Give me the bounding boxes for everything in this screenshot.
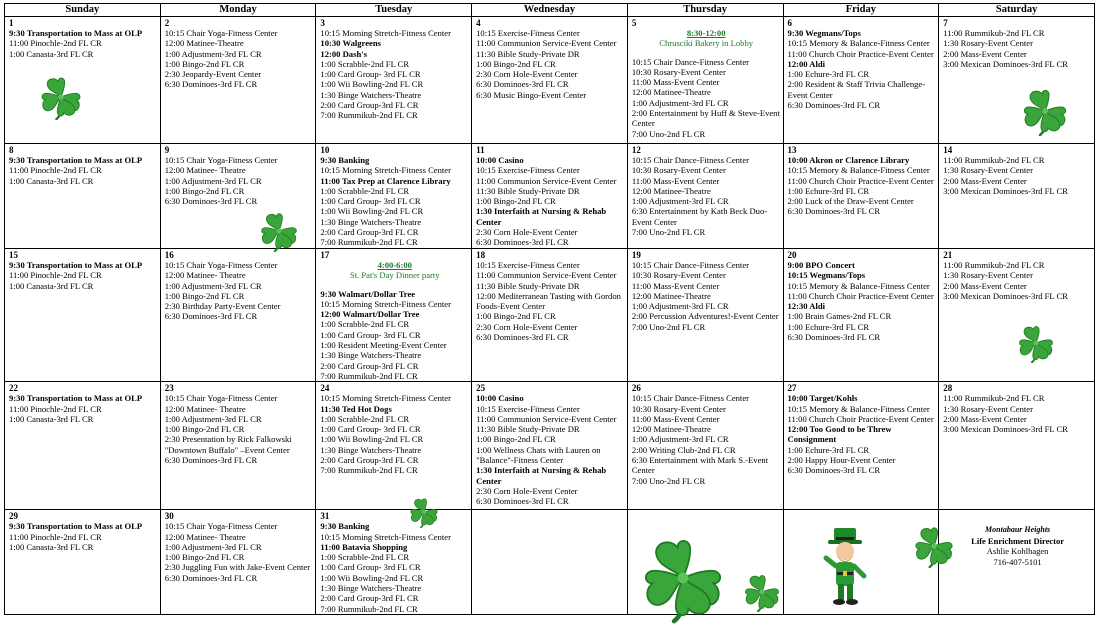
event-item: 1:00 Resident Meeting-Event Center	[320, 340, 447, 351]
event-item: 11:00 Pinochle-2nd FL CR	[9, 270, 102, 281]
event-item: 11:30 Bible Study-Private DR	[476, 424, 580, 435]
day-cell-sunday	[5, 510, 161, 615]
day-cell-tuesday	[316, 17, 472, 144]
event-item: 1:00 Echure-3rd FL CR	[787, 185, 870, 196]
event-item: 11:00 Pinochle-2nd FL CR	[9, 165, 102, 176]
event-item: 1:00 Canasta-3rd FL CR	[9, 175, 94, 186]
day-cell-thursday	[627, 17, 783, 144]
event-item: 11:00 Communion Service-Event Center	[476, 413, 617, 424]
event-item: 1:00 Card Group- 3rd FL CR	[320, 424, 421, 435]
day-number: 20	[787, 250, 797, 260]
event-item: 1:00 Adjustment-3rd FL CR	[164, 413, 262, 424]
event-item: 1:00 Scrabble-2nd FL CR	[320, 319, 410, 330]
day-number: 4	[476, 18, 481, 28]
event-item: 6:30 Dominoes-3rd FL CR	[476, 332, 569, 343]
day-cell-thursday	[627, 382, 783, 510]
day-number: 9	[164, 145, 170, 155]
event-item: 10:30 Rosary-Event Center	[631, 165, 726, 176]
header-friday: Friday	[783, 4, 939, 17]
event-item: 1:00 Adjustment-3rd FL CR	[631, 97, 729, 108]
event-item: 12:00 Matinee- Theatre	[164, 403, 246, 414]
week-row	[5, 17, 1095, 144]
day-number: 1	[9, 18, 14, 28]
event-item: 9:30 Wegmans/Tops	[787, 28, 861, 38]
event-item: 2:30 Corn Hole-Event Center	[476, 321, 578, 332]
event-item: 11:00 Rummikub-2nd FL CR	[943, 260, 1045, 270]
event-item: 1:00 Bingo-2nd FL CR	[164, 58, 245, 69]
day-number: 28	[943, 383, 953, 394]
event-item: 1:30 Rosary-Event Center	[943, 270, 1033, 281]
day-number: 30	[164, 511, 174, 522]
event-item: Chrusciki Bakery in Lobby	[659, 38, 754, 49]
event-item: 10:15 Chair Dance-Fitness Center	[631, 155, 749, 165]
day-cell-saturday	[939, 144, 1095, 249]
event-item: 2:00 Percussion Adventures!-Event Center	[631, 311, 779, 322]
day-cell-monday	[160, 382, 316, 510]
event-item: 1:00 Adjustment-3rd FL CR	[631, 434, 729, 445]
event-item: 6:30 Dominoes-3rd FL CR	[787, 332, 881, 343]
event-item: 1:30 Interfaith at Nursing & Rehab Center	[476, 465, 607, 486]
day-cell-wednesday	[472, 144, 628, 249]
event-item: 9:30 Banking	[320, 155, 370, 165]
event-item: 7:00 Rummikub-2nd FL CR	[320, 370, 418, 381]
event-item: 9:30 Transportation to Mass at OLP	[9, 28, 143, 38]
event-item: 1:00 Canasta-3rd FL CR	[9, 413, 94, 424]
day-cell-monday	[160, 249, 316, 382]
event-item: 1:00 Echure-3rd FL CR	[787, 321, 870, 332]
director-phone: 716-407-5101	[993, 556, 1042, 567]
event-item: 10:00 Casino	[476, 393, 524, 404]
event-item: 10:15 Chair Dance-Fitness Center	[631, 260, 749, 270]
event-item: 2:30 Presentation by Rick Falkowski "Downtown Buffalo" –Event Center	[164, 434, 292, 455]
event-item: 2:00 Mass-Event Center	[943, 48, 1027, 59]
event-item: 10:00 Target/Kohls	[787, 393, 858, 404]
event-item: 12:00 Mediterranean Tasting with Gordon Foods-Event Center	[476, 290, 621, 312]
event-item: 3:00 Mexican Dominoes-3rd FL CR	[943, 185, 1068, 196]
day-number: 17	[320, 250, 330, 260]
header-wednesday: Wednesday	[472, 4, 628, 17]
day-cell-saturday	[939, 510, 1095, 615]
header-saturday: Saturday	[939, 4, 1095, 17]
event-item: St. Pat's Day Dinner party	[349, 270, 440, 281]
header-thursday: Thursday	[627, 4, 783, 17]
leprechaun-icon	[822, 524, 872, 608]
day-number: 14	[943, 145, 953, 155]
event-item: 1:00 Card Group- 3rd FL CR	[320, 69, 421, 80]
day-number: 12	[631, 145, 641, 155]
event-item: 2:30 Juggling Fun with Jake-Event Center	[164, 562, 311, 573]
event-item: 12:00 Matinee-Theatre	[631, 185, 711, 196]
event-item: 1:30 Binge Watchers-Theatre	[320, 583, 422, 594]
event-item: 10:15 Morning Stretch-Fitness Center	[320, 165, 451, 176]
event-item: 10:15 Exercise-Fitness Center	[476, 28, 580, 38]
event-item: 11:00 Batavia Shopping	[320, 541, 408, 552]
event-item: 9:30 Transportation to Mass at OLP	[9, 155, 143, 165]
event-item: 6:30 Dominoes-3rd FL CR	[164, 311, 258, 322]
event-item: 2:00 Card Group-3rd FL CR	[320, 360, 419, 371]
week-row	[5, 144, 1095, 249]
shamrock-icon	[742, 572, 782, 612]
day-cell-sunday	[5, 144, 161, 249]
event-item: 1:00 Scrabble-2nd FL CR	[320, 58, 410, 69]
header-tuesday: Tuesday	[316, 4, 472, 17]
day-number: 2	[164, 18, 170, 28]
day-number: 6	[787, 18, 793, 28]
event-item: 1:00 Bingo-2nd FL CR	[476, 311, 556, 322]
event-item: 12:00 Aldi	[787, 58, 825, 69]
event-item: 6:30 Entertainment by Kath Beck Duo-Event Center	[631, 206, 768, 227]
day-number: 23	[164, 383, 174, 394]
event-item: 1:00 Bingo-2nd FL CR	[164, 290, 245, 301]
event-item: 2:00 Card Group-3rd FL CR	[320, 593, 419, 604]
event-item: 1:00 Canasta-3rd FL CR	[9, 541, 94, 552]
event-item: 12:00 Too Good to be Threw Consignment	[787, 424, 892, 445]
day-cell-friday	[783, 144, 939, 249]
event-item: 11:30 Ted Hot Dogs	[320, 403, 392, 414]
event-item: 1:00 Bingo-2nd FL CR	[164, 185, 245, 196]
shamrock-icon	[258, 210, 300, 252]
event-item: 1:00 Wii Bowling-2nd FL CR	[320, 572, 424, 583]
event-item: 2:00 Entertainment by Huff & Steve-Event Center	[631, 108, 780, 129]
event-item: 9:00 BPO Concert	[787, 260, 855, 270]
event-item: 11:00 Tax Prep at Clarence Library	[320, 175, 451, 186]
event-item: 6:30 Dominoes-3rd FL CR	[476, 79, 569, 90]
spacer	[632, 49, 781, 57]
day-number: 31	[320, 511, 330, 522]
day-number: 3	[320, 18, 325, 28]
event-item: 3:00 Mexican Dominoes-3rd FL CR	[943, 424, 1068, 435]
event-item: 1:00 Canasta-3rd FL CR	[9, 48, 94, 59]
event-item: 11:30 Bible Study-Private DR	[476, 280, 580, 291]
event-item: 9:30 Transportation to Mass at OLP	[9, 260, 143, 270]
event-item: 11:00 Mass-Event Center	[631, 175, 720, 186]
event-item: 11:00 Mass-Event Center	[631, 413, 720, 424]
day-cell-wednesday	[472, 382, 628, 510]
shamrock-icon	[408, 496, 440, 528]
event-item: 10:15 Exercise-Fitness Center	[476, 260, 580, 270]
day-number: 19	[631, 250, 641, 260]
day-number: 13	[787, 145, 797, 155]
day-number: 5	[631, 18, 637, 28]
event-item: 11:00 Rummikub-2nd FL CR	[943, 155, 1045, 165]
event-item: 11:00 Communion Service-Event Center	[476, 38, 617, 49]
event-item: 1:00 Echure-3rd FL CR	[787, 69, 870, 80]
event-item: 7:00 Rummikub-2nd FL CR	[320, 110, 418, 121]
event-item: 1:00 Card Group- 3rd FL CR	[320, 329, 421, 340]
day-number: 7	[943, 18, 948, 28]
event-item: 1:30 Interfaith at Nursing & Rehab Center	[476, 206, 607, 227]
event-item: 6:30 Dominoes-3rd FL CR	[787, 100, 881, 111]
event-item: 11:00 Pinochle-2nd FL CR	[9, 531, 102, 542]
event-item: 9:30 Walmart/Dollar Tree	[320, 288, 416, 299]
event-item: 1:00 Bingo-2nd FL CR	[476, 58, 556, 69]
day-cell-saturday	[939, 17, 1095, 144]
day-number: 15	[9, 250, 18, 260]
event-item: 2:00 Mass-Event Center	[943, 280, 1027, 291]
event-item: 11:00 Mass-Event Center	[631, 280, 720, 291]
event-item: 2:00 Resident & Staff Trivia Challenge-Event Center	[787, 79, 926, 100]
event-item: 11:30 Bible Study-Private DR	[476, 48, 580, 59]
event-item: 10:15 Memory & Balance-Fitness Center	[787, 403, 930, 414]
event-item: 1:00 Wii Bowling-2nd FL CR	[320, 434, 424, 445]
day-cell-thursday	[627, 144, 783, 249]
day-cell-wednesday	[472, 17, 628, 144]
day-number: 29	[9, 511, 18, 522]
event-item: 10:30 Rosary-Event Center	[631, 270, 726, 281]
event-item: 12:00 Dash's	[320, 48, 367, 59]
event-item: 11:00 Church Choir Practice-Event Center	[787, 290, 934, 301]
shamrock-icon	[1020, 86, 1070, 136]
event-item: 1:30 Rosary-Event Center	[943, 403, 1033, 414]
facility-name: Montabaur Heights	[985, 525, 1051, 535]
event-item: 1:30 Rosary-Event Center	[943, 38, 1033, 49]
event-item: 11:00 Church Choir Practice-Event Center	[787, 48, 934, 59]
day-cell-tuesday	[316, 144, 472, 249]
event-item: 10:15 Chair Yoga-Fitness Center	[164, 393, 278, 404]
event-item: 1:00 Adjustment-3rd FL CR	[164, 175, 262, 186]
day-number: 16	[164, 250, 174, 260]
event-item: 6:30 Dominoes-3rd FL CR	[164, 79, 258, 90]
day-cell-tuesday	[316, 510, 472, 615]
event-item: 12:30 Aldi	[787, 301, 825, 312]
event-item: 10:15 Exercise-Fitness Center	[476, 165, 580, 176]
event-item: 1:00 Bingo-2nd FL CR	[164, 424, 245, 435]
event-item: 10:00 Akron or Clarence Library	[787, 155, 910, 165]
event-item: 6:30 Entertainment with Mark S.-Event Center	[631, 455, 769, 476]
event-item: 12:00 Matinee- Theatre	[164, 165, 246, 176]
event-item: 1:00 Canasta-3rd FL CR	[9, 280, 94, 291]
event-item: 12:00 Matinee-Theatre	[164, 38, 244, 49]
event-item: 1:30 Rosary-Event Center	[943, 165, 1033, 176]
event-item: 7:00 Rummikub-2nd FL CR	[320, 603, 418, 614]
event-item: 4:00-6:00	[377, 260, 412, 270]
event-item: 2:00 Card Group-3rd FL CR	[320, 455, 419, 466]
day-cell-wednesday	[472, 510, 628, 615]
event-item: 1:00 Scrabble-2nd FL CR	[320, 552, 410, 563]
event-item: 9:30 Transportation to Mass at OLP	[9, 393, 143, 404]
event-item: 11:00 Pinochle-2nd FL CR	[9, 38, 102, 49]
event-item: 1:00 Adjustment-3rd FL CR	[631, 301, 729, 312]
event-item: 6:30 Dominoes-3rd FL CR	[476, 237, 569, 248]
spacer	[320, 281, 469, 289]
day-cell-saturday	[939, 382, 1095, 510]
shamrock-icon	[912, 524, 956, 568]
event-item: 12:00 Matinee- Theatre	[164, 531, 246, 542]
event-item: 6:30 Dominoes-3rd FL CR	[787, 206, 881, 217]
event-item: 1:00 Scrabble-2nd FL CR	[320, 413, 410, 424]
day-cell-friday	[783, 382, 939, 510]
event-item: 10:15 Morning Stretch-Fitness Center	[320, 28, 451, 38]
day-number: 26	[631, 383, 641, 394]
event-item: 10:15 Chair Yoga-Fitness Center	[164, 260, 278, 270]
event-item: 9:30 Transportation to Mass at OLP	[9, 521, 143, 532]
event-item: 10:15 Morning Stretch-Fitness Center	[320, 298, 451, 309]
event-item: 11:00 Communion Service-Event Center	[476, 175, 617, 186]
event-item: 10:15 Morning Stretch-Fitness Center	[320, 531, 451, 542]
event-item: 10:15 Memory & Balance-Fitness Center	[787, 165, 930, 176]
event-item: 1:00 Adjustment-3rd FL CR	[631, 196, 729, 207]
day-cell-sunday	[5, 382, 161, 510]
event-item: 11:00 Communion Service-Event Center	[476, 270, 617, 281]
event-item: 2:00 Mass-Event Center	[943, 413, 1027, 424]
day-cell-friday	[783, 17, 939, 144]
day-cell-sunday	[5, 249, 161, 382]
event-item: 6:30 Dominoes-3rd FL CR	[787, 465, 881, 476]
event-item: 2:30 Corn Hole-Event Center	[476, 485, 578, 496]
event-item: 2:00 Mass-Event Center	[943, 175, 1027, 186]
event-item: 2:00 Writing Club-2nd FL CR	[631, 444, 736, 455]
event-item: 6:30 Dominoes-3rd FL CR	[476, 496, 569, 507]
event-item: 10:15 Exercise-Fitness Center	[476, 403, 580, 414]
day-cell-wednesday	[472, 249, 628, 382]
event-item: 10:30 Rosary-Event Center	[631, 403, 726, 414]
event-item: 1:00 Adjustment-3rd FL CR	[164, 48, 262, 59]
event-item: 2:00 Card Group-3rd FL CR	[320, 100, 419, 111]
header-monday: Monday	[160, 4, 316, 17]
event-item: 7:00 Uno-2nd FL CR	[631, 227, 706, 238]
week-row	[5, 382, 1095, 510]
shamrock-icon	[1016, 323, 1056, 363]
event-item: 10:15 Chair Yoga-Fitness Center	[164, 155, 278, 165]
event-item: 6:30 Dominoes-3rd FL CR	[164, 455, 258, 466]
event-item: 12:00 Walmart/Dollar Tree	[320, 309, 420, 320]
day-number: 27	[787, 383, 797, 394]
event-item: 1:00 Bingo-2nd FL CR	[476, 196, 556, 207]
event-item: 1:00 Wii Bowling-2nd FL CR	[320, 206, 424, 217]
day-number: 22	[9, 383, 18, 394]
event-item: 7:00 Rummikub-2nd FL CR	[320, 465, 418, 476]
event-item: 7:00 Uno-2nd FL CR	[631, 321, 706, 332]
event-item: 2:00 Luck of the Draw-Event Center	[787, 196, 914, 207]
event-item: 1:00 Wii Bowling-2nd FL CR	[320, 79, 424, 90]
event-item: 6:30 Music Bingo-Event Center	[476, 89, 587, 100]
event-item: 1:30 Binge Watchers-Theatre	[320, 216, 422, 227]
event-item: 11:00 Church Choir Practice-Event Center	[787, 413, 934, 424]
event-item: 1:30 Binge Watchers-Theatre	[320, 350, 422, 361]
day-cell-tuesday	[316, 382, 472, 510]
event-item: 2:30 Corn Hole-Event Center	[476, 69, 578, 80]
event-item: 11:00 Mass-Event Center	[631, 77, 720, 88]
event-item: 1:30 Binge Watchers-Theatre	[320, 89, 422, 100]
event-item: 7:00 Uno-2nd FL CR	[631, 475, 706, 486]
event-item: 6:30 Dominoes-3rd FL CR	[164, 572, 258, 583]
event-item: 3:00 Mexican Dominoes-3rd FL CR	[943, 58, 1068, 69]
event-item: 2:00 Card Group-3rd FL CR	[320, 227, 419, 238]
event-item: 12:00 Matinee-Theatre	[631, 424, 711, 435]
event-item: 10:15 Chair Yoga-Fitness Center	[164, 521, 278, 532]
event-item: 11:00 Pinochle-2nd FL CR	[9, 403, 102, 414]
event-item: 10:15 Chair Dance-Fitness Center	[631, 56, 749, 67]
event-item: 10:15 Chair Dance-Fitness Center	[631, 393, 749, 404]
event-item: 1:00 Card Group- 3rd FL CR	[320, 196, 421, 207]
event-item: 1:00 Card Group- 3rd FL CR	[320, 562, 421, 573]
day-cell-monday	[160, 17, 316, 144]
event-item: 8:30-12:00	[686, 28, 726, 38]
event-item: 10:00 Casino	[476, 155, 524, 165]
header-sunday: Sunday	[5, 4, 161, 17]
event-item: 1:00 Scrabble-2nd FL CR	[320, 185, 410, 196]
day-cell-tuesday	[316, 249, 472, 382]
event-item: 10:15 Chair Yoga-Fitness Center	[164, 28, 278, 38]
event-item: 11:00 Church Choir Practice-Event Center	[787, 175, 934, 186]
director-name: Ashlie Kohlhagen	[986, 546, 1049, 557]
day-cell-monday	[160, 510, 316, 615]
week-row	[5, 249, 1095, 382]
event-item: 11:00 Rummikub-2nd FL CR	[943, 393, 1045, 404]
event-item: 10:15 Memory & Balance-Fitness Center	[787, 38, 930, 49]
event-item: 1:00 Wellness Chats with Lauren on "Balance"-Fitness Center	[476, 444, 601, 466]
event-item: 2:30 Jeopardy-Event Center	[164, 69, 262, 80]
day-cell-friday	[783, 249, 939, 382]
event-item: 1:00 Brain Games-2nd FL CR	[787, 311, 892, 322]
day-number: 18	[476, 250, 486, 260]
event-item: 7:00 Rummikub-2nd FL CR	[320, 237, 418, 248]
event-item: 10:15 Wegmans/Tops	[787, 270, 866, 281]
event-item: 11:30 Bible Study-Private DR	[476, 185, 580, 196]
event-item: 12:00 Matinee-Theatre	[631, 290, 711, 301]
shamrock-icon	[38, 74, 84, 120]
event-item: 2:30 Corn Hole-Event Center	[476, 227, 578, 238]
weekday-header-row	[5, 4, 1095, 17]
director-title: Life Enrichment Director	[971, 535, 1065, 546]
event-item: 10:15 Memory & Balance-Fitness Center	[787, 280, 930, 291]
event-item: 3:00 Mexican Dominoes-3rd FL CR	[943, 290, 1068, 301]
day-number: 24	[320, 383, 330, 394]
event-item: 10:30 Walgreens	[320, 38, 381, 49]
day-number: 11	[476, 145, 485, 155]
day-cell-thursday	[627, 249, 783, 382]
day-number: 21	[943, 250, 953, 260]
event-item: 1:00 Adjustment-3rd FL CR	[164, 541, 262, 552]
shamrock-icon	[638, 530, 728, 626]
event-item: 12:00 Matinee-Theatre	[631, 87, 711, 98]
director-signature	[943, 511, 1092, 567]
event-item: 7:00 Uno-2nd FL CR	[631, 128, 706, 139]
day-number: 8	[9, 145, 14, 155]
event-item: 1:00 Adjustment-3rd FL CR	[164, 280, 262, 291]
event-item: 1:00 Bingo-2nd FL CR	[164, 552, 245, 563]
event-item: 1:00 Bingo-2nd FL CR	[476, 434, 556, 445]
event-item: 9:30 Banking	[320, 521, 370, 532]
event-item: 2:00 Happy Hour-Event Center	[787, 455, 896, 466]
event-item: 2:30 Birthday Party-Event Center	[164, 301, 281, 312]
event-item: 10:30 Rosary-Event Center	[631, 66, 726, 77]
event-item: 11:00 Rummikub-2nd FL CR	[943, 28, 1045, 38]
event-item: 1:00 Echure-3rd FL CR	[787, 444, 870, 455]
day-number: 10	[320, 145, 330, 155]
event-item: 6:30 Dominoes-3rd FL CR	[164, 196, 258, 207]
event-item: 1:30 Binge Watchers-Theatre	[320, 444, 422, 455]
day-number: 25	[476, 383, 486, 394]
event-item: 10:15 Morning Stretch-Fitness Center	[320, 393, 451, 404]
event-item: 12:00 Matinee- Theatre	[164, 270, 246, 281]
